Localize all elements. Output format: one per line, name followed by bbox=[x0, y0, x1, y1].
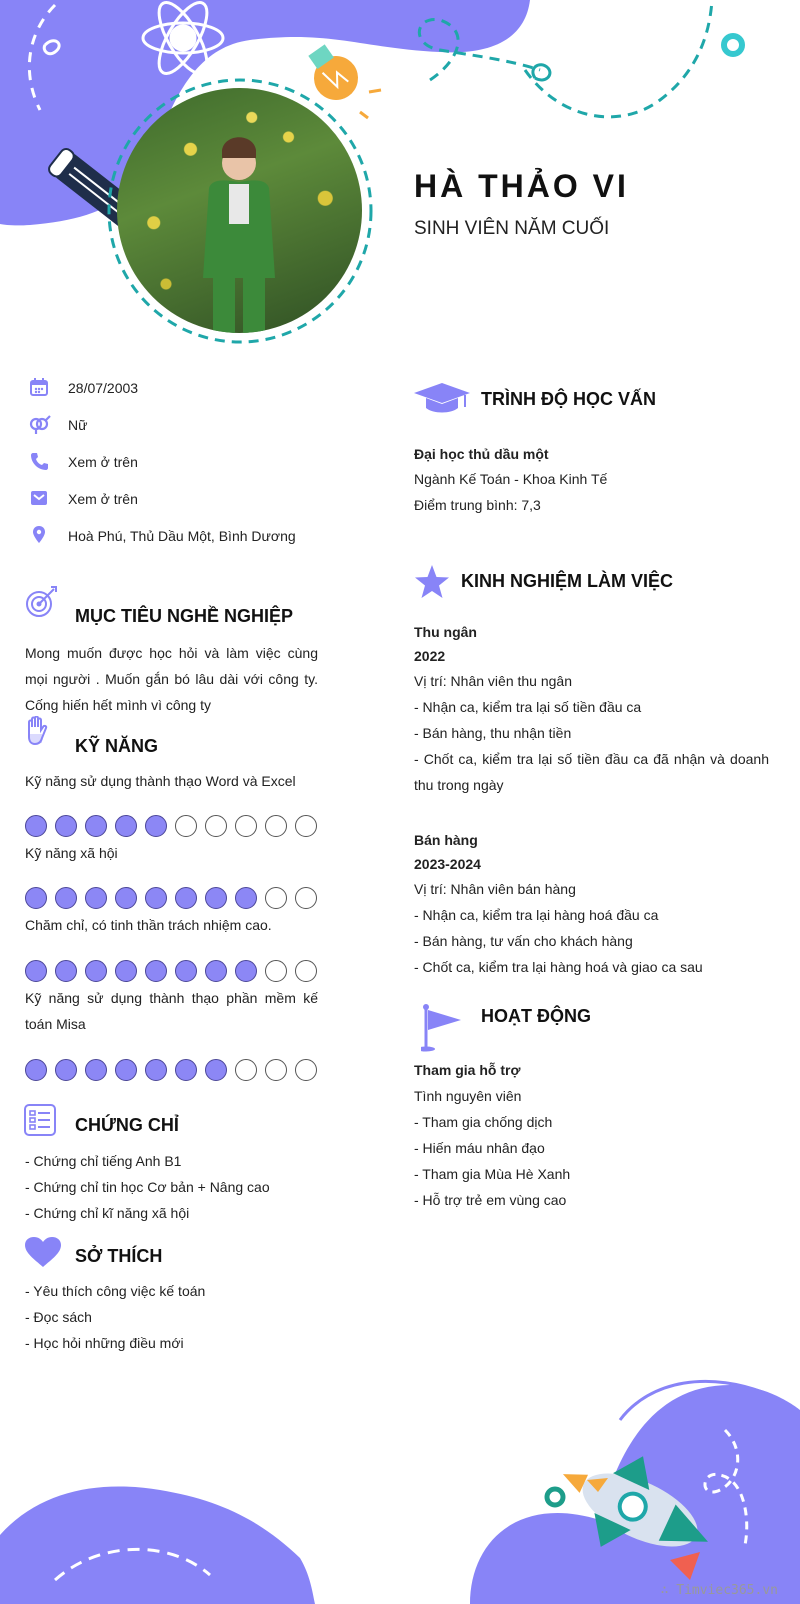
target-icon bbox=[24, 585, 58, 624]
job-duty: - Chốt ca, kiểm tra lại hàng hoá và giao ca sau bbox=[414, 959, 703, 975]
rating-dot-filled bbox=[25, 1059, 47, 1081]
certificate-item: - Chứng chỉ tin học Cơ bản + Nâng cao bbox=[25, 1179, 270, 1195]
rating-dot-filled bbox=[55, 815, 77, 837]
certificates-list bbox=[25, 1148, 325, 1226]
candidate-title: SINH VIÊN NĂM CUỐI bbox=[414, 218, 610, 239]
rating-dot-filled bbox=[145, 1059, 167, 1081]
rating-dot-empty bbox=[295, 960, 317, 982]
skill-label-line: toán Misa bbox=[25, 1016, 86, 1032]
rating-dot-filled bbox=[145, 887, 167, 909]
rating-dot-filled bbox=[115, 960, 137, 982]
contact-address bbox=[26, 525, 296, 547]
objective-text bbox=[25, 640, 318, 718]
hobby-item: - Đọc sách bbox=[25, 1309, 92, 1325]
rating-dot-filled bbox=[205, 1059, 227, 1081]
teal-ring-bottom bbox=[547, 1489, 563, 1505]
skill-label: Kỹ năng xã hội bbox=[25, 845, 118, 861]
activity-item: - Tham gia Mùa Hè Xanh bbox=[414, 1166, 571, 1182]
skill-rating bbox=[25, 1059, 317, 1081]
skill-label: Kỹ năng sử dụng thành thạo Word và Excel bbox=[25, 773, 296, 789]
contact-value: Xem ở trên bbox=[68, 491, 138, 507]
rating-dot-empty bbox=[265, 887, 287, 909]
star-icon bbox=[414, 564, 450, 605]
contact-value: 28/07/2003 bbox=[68, 380, 139, 396]
gender-icon bbox=[26, 414, 52, 436]
hobby-item: - Học hỏi những điều mới bbox=[25, 1335, 184, 1351]
certificate-item: - Chứng chỉ kĩ năng xã hội bbox=[25, 1205, 190, 1221]
activity-item: - Hiến máu nhân đạo bbox=[414, 1140, 545, 1156]
contact-value: Hoà Phú, Thủ Dầu Một, Bình Dương bbox=[68, 528, 296, 544]
rating-dot-filled bbox=[115, 887, 137, 909]
rating-dot-filled bbox=[175, 960, 197, 982]
rating-dot-empty bbox=[265, 815, 287, 837]
section-title-education: TRÌNH ĐỘ HỌC VẤN bbox=[481, 389, 656, 409]
rating-dot-filled bbox=[205, 960, 227, 982]
skill-label-line: Kỹ năng sử dụng thành thạo phần mềm kế bbox=[25, 990, 318, 1006]
job-entry bbox=[414, 828, 769, 980]
rating-dot-empty bbox=[295, 887, 317, 909]
rating-dot-filled bbox=[145, 960, 167, 982]
rating-dot-filled bbox=[55, 960, 77, 982]
bottom-left-blob bbox=[0, 1486, 315, 1604]
skill-rating bbox=[25, 815, 317, 837]
rating-dot-filled bbox=[235, 887, 257, 909]
rating-dot-filled bbox=[85, 815, 107, 837]
rating-dot-empty bbox=[265, 960, 287, 982]
education-major: Ngành Kế Toán - Khoa Kinh Tế bbox=[414, 471, 608, 487]
job-duty: - Bán hàng, thu nhận tiền bbox=[414, 725, 572, 741]
rating-dot-filled bbox=[85, 1059, 107, 1081]
rating-dot-filled bbox=[115, 815, 137, 837]
job-position: Vị trí: Nhân viên thu ngân bbox=[414, 673, 572, 689]
phone-icon bbox=[26, 451, 52, 473]
job-company: Bán hàng bbox=[414, 832, 478, 848]
contact-value: Xem ở trên bbox=[68, 454, 138, 470]
skill-rating bbox=[25, 960, 317, 982]
contact-email bbox=[26, 488, 138, 510]
skill-rating bbox=[25, 887, 317, 909]
email-icon bbox=[26, 488, 52, 510]
contact-dob bbox=[26, 377, 138, 399]
activity-item: - Hỗ trợ trẻ em vùng cao bbox=[414, 1192, 567, 1208]
heart-icon bbox=[24, 1236, 62, 1273]
teal-ring bbox=[724, 36, 742, 54]
activity-role: Tình nguyên viên bbox=[414, 1088, 522, 1104]
contact-phone bbox=[26, 451, 138, 473]
skill-label bbox=[25, 985, 318, 1037]
job-duty: - Nhận ca, kiểm tra lại hàng hoá đầu ca bbox=[414, 907, 659, 923]
rating-dot-empty bbox=[205, 815, 227, 837]
objective-line: Cống hiến hết mình vì công ty bbox=[25, 697, 211, 713]
rating-dot-filled bbox=[25, 815, 47, 837]
hobby-item: - Yêu thích công việc kế toán bbox=[25, 1283, 206, 1299]
rating-dot-filled bbox=[175, 1059, 197, 1081]
hand-icon bbox=[25, 716, 49, 753]
rating-dot-filled bbox=[25, 887, 47, 909]
job-position: Vị trí: Nhân viên bán hàng bbox=[414, 881, 576, 897]
rating-dot-filled bbox=[115, 1059, 137, 1081]
section-title-experience: KINH NGHIỆM LÀM VIỆC bbox=[461, 571, 674, 591]
profile-photo bbox=[117, 88, 362, 333]
contact-value: Nữ bbox=[68, 417, 88, 433]
rating-dot-filled bbox=[85, 887, 107, 909]
job-duty: - Chốt ca, kiểm tra lại số tiền đầu ca đã nhận và doanh bbox=[414, 751, 769, 767]
activity-org: Tham gia hỗ trợ bbox=[414, 1062, 521, 1078]
rating-dot-filled bbox=[85, 960, 107, 982]
section-title-certificates: CHỨNG CHỈ bbox=[75, 1115, 179, 1135]
rating-dot-empty bbox=[235, 815, 257, 837]
job-year: 2023-2024 bbox=[414, 856, 481, 872]
checklist-icon bbox=[24, 1104, 56, 1141]
watermark-credit: ∴ Timviec365.vn bbox=[660, 1583, 778, 1598]
location-pin-icon bbox=[26, 525, 52, 547]
rating-dot-filled bbox=[235, 960, 257, 982]
graduation-cap-icon bbox=[413, 381, 471, 420]
job-duty: - Nhận ca, kiểm tra lại số tiền đầu ca bbox=[414, 699, 642, 715]
section-title-activities: HOẠT ĐỘNG bbox=[481, 1006, 591, 1026]
section-title-hobbies: SỞ THÍCH bbox=[75, 1246, 163, 1266]
contact-gender bbox=[26, 414, 87, 436]
rating-dot-empty bbox=[295, 815, 317, 837]
education-school: Đại học thủ dầu một bbox=[414, 446, 549, 462]
job-company: Thu ngân bbox=[414, 624, 477, 640]
job-duty: - Bán hàng, tư vấn cho khách hàng bbox=[414, 933, 633, 949]
rating-dot-empty bbox=[265, 1059, 287, 1081]
job-year: 2022 bbox=[414, 648, 446, 664]
rating-dot-empty bbox=[295, 1059, 317, 1081]
certificate-item: - Chứng chỉ tiếng Anh B1 bbox=[25, 1153, 182, 1169]
rating-dot-empty bbox=[235, 1059, 257, 1081]
skill-label: Chăm chỉ, có tinh thần trách nhiệm cao. bbox=[25, 917, 272, 933]
rating-dot-filled bbox=[55, 887, 77, 909]
education-gpa: Điểm trung bình: 7,3 bbox=[414, 497, 541, 513]
rating-dot-filled bbox=[55, 1059, 77, 1081]
objective-line: Mong muốn được học hỏi và làm việc cùng bbox=[25, 645, 318, 661]
job-duty: thu trong ngày bbox=[414, 777, 504, 793]
section-title-objective: MỤC TIÊU NGHỀ NGHIỆP bbox=[75, 606, 294, 626]
job-entry bbox=[414, 620, 769, 798]
section-title-skills: KỸ NĂNG bbox=[75, 736, 159, 756]
objective-line: mọi người . Muốn gắn bó lâu dài với công ty. bbox=[25, 671, 318, 687]
rating-dot-filled bbox=[175, 887, 197, 909]
flag-icon bbox=[421, 1004, 465, 1057]
activity-item: - Tham gia chống dịch bbox=[414, 1114, 553, 1130]
candidate-name: HÀ THẢO VI bbox=[414, 168, 629, 204]
hobbies-list bbox=[25, 1278, 325, 1356]
rating-dot-filled bbox=[145, 815, 167, 837]
rating-dot-filled bbox=[205, 887, 227, 909]
calendar-icon bbox=[26, 377, 52, 399]
rating-dot-filled bbox=[25, 960, 47, 982]
activities-entry bbox=[414, 1057, 769, 1213]
rating-dot-empty bbox=[175, 815, 197, 837]
person-silhouette bbox=[117, 88, 362, 333]
